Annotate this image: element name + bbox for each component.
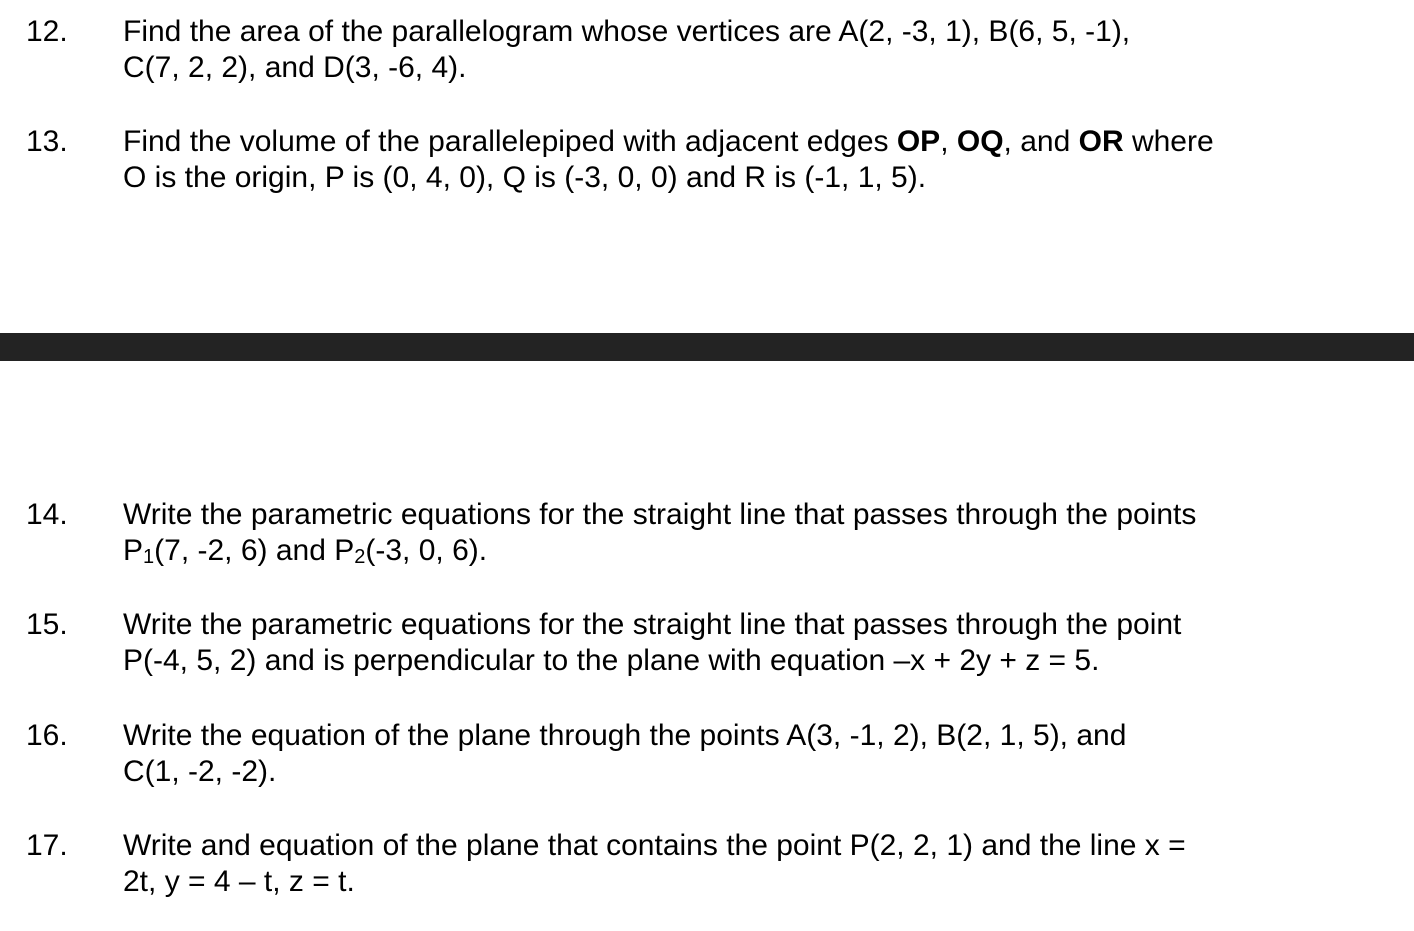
problem-line: C(1, -2, -2). [123,755,277,788]
problem-number: 14. [26,498,68,531]
problem-text [123,14,1403,86]
text-run: (-3, 0, 6). [365,534,488,567]
problem-text [123,828,1403,900]
top-page-section [0,0,1414,333]
problem-text [123,718,1403,790]
text-run: Find the volume of the parallelepiped with adjacent edges [123,125,897,158]
vector-oq: OQ [956,125,1004,158]
problem-text [123,607,1403,679]
problem-number: 13. [26,125,68,158]
subscript: 2 [354,546,366,568]
problem-number: 16. [26,719,68,752]
bottom-page-section [0,361,1414,931]
problem-number: 17. [26,829,68,862]
problem-line: C(7, 2, 2), and D(3, -6, 4). [123,51,467,84]
problem-line: Write and equation of the plane that contains the point P(2, 2, 1) and the line x = [123,829,1186,862]
problem-number: 15. [26,608,68,641]
vector-or: OR [1078,125,1124,158]
subscript: 1 [143,546,155,568]
problem-line: P(-4, 5, 2) and is perpendicular to the plane with equation –x + 2y + z = 5. [123,644,1100,677]
problem-line: Find the area of the parallelogram whose vertices are A(2, -3, 1), B(6, 5, -1), [123,15,1131,48]
problem-line [123,124,1403,160]
text-run: , and [1003,125,1079,158]
text-run: P [123,534,144,567]
problem-text [123,124,1403,196]
page-divider [0,333,1414,361]
problem-line [123,533,1403,569]
problem-line: Write the equation of the plane through the points A(3, -1, 2), B(2, 1, 5), and [123,719,1127,752]
problem-text [123,497,1403,569]
text-run: , [940,125,957,158]
text-run: where [1123,125,1214,158]
problem-line: O is the origin, P is (0, 4, 0), Q is (-3, 0, 0) and R is (-1, 1, 5). [123,161,927,194]
problem-number: 12. [26,15,68,48]
problem-line: Write the parametric equations for the straight line that passes through the points [123,498,1197,531]
problem-line: 2t, y = 4 – t, z = t. [123,865,355,898]
vector-op: OP [896,125,941,158]
text-run: (7, -2, 6) and P [154,534,355,567]
problem-line: Write the parametric equations for the straight line that passes through the point [123,608,1182,641]
